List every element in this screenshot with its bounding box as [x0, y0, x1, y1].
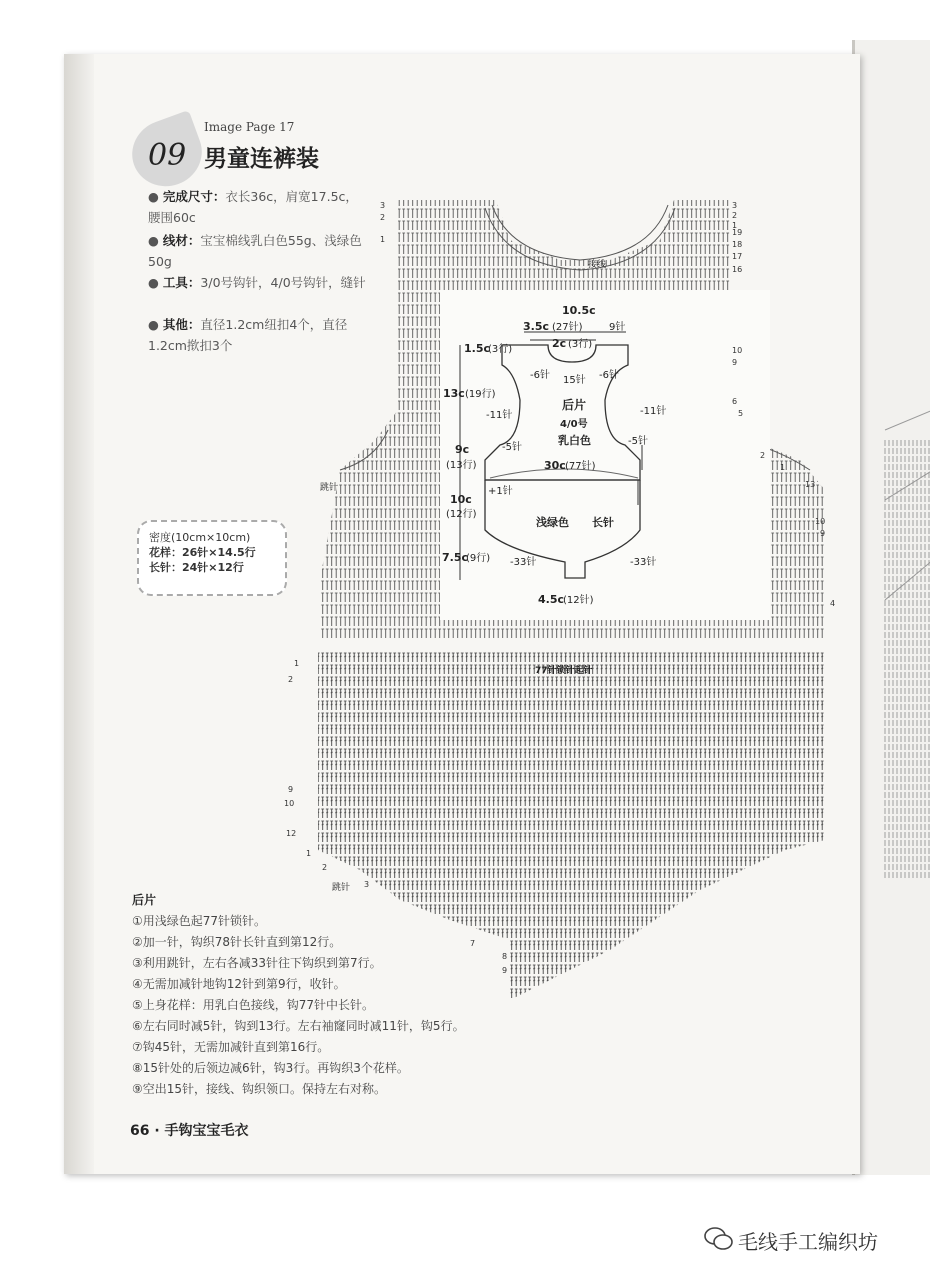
instructions — [132, 890, 465, 1100]
spec-label: 线材： — [162, 233, 201, 248]
neck-width: 2c — [552, 337, 567, 350]
neck-rows: (3行) — [568, 339, 593, 350]
svg-text:10: 10 — [732, 346, 743, 355]
svg-text:12: 12 — [286, 829, 297, 838]
neck-gap: 9针 — [609, 322, 626, 333]
pattern-number: 09 — [148, 138, 187, 173]
svg-text:10: 10 — [284, 799, 295, 808]
dec-33-right: -33针 — [630, 557, 657, 568]
leg-rows: (9行) — [466, 553, 491, 564]
instruction-step: ②加一针，钩织78针长针直到第12行。 — [132, 935, 342, 949]
dec-33-left: -33针 — [510, 557, 537, 568]
increase-1: +1针 — [488, 486, 513, 497]
svg-text:3: 3 — [364, 880, 370, 889]
page-title: 男童连裤装 — [204, 146, 319, 172]
instruction-step: ⑥左右同时减5针，钩到13行。左右袖窿同时减11针，钩5行。 — [132, 1019, 465, 1033]
spec-text: 宝宝棉线乳白色55g、浅绿色50g — [148, 233, 362, 269]
page-gutter — [64, 54, 94, 1174]
spec-size: ● 完成尺寸：衣长36c，肩宽17.5c，腰围60c — [148, 189, 358, 225]
svg-text:13: 13 — [805, 480, 816, 489]
svg-text:9: 9 — [288, 785, 294, 794]
shoulder-width: 3.5c — [523, 320, 550, 333]
svg-text:2: 2 — [322, 863, 328, 872]
chain-label: 77针锁针起针 — [535, 666, 593, 676]
shoulder-stitches: (27针) — [552, 322, 583, 333]
instruction-step: ⑦钩45针，无需加减针直到第16行。 — [132, 1040, 330, 1054]
neck-stitches: 15针 — [563, 375, 586, 386]
neck-height: 1.5c — [464, 342, 491, 355]
spec-label: 其他： — [162, 317, 201, 332]
hook-size: 4/0号 — [560, 419, 588, 430]
svg-text:2: 2 — [760, 451, 766, 460]
spec-text: 直径1.2cm纽扣4个，直径1.2cm揿扣3个 — [148, 317, 348, 353]
spec-yarn: ● 线材：宝宝棉线乳白色55g、浅绿色50g — [148, 233, 362, 269]
svg-text:16: 16 — [732, 265, 743, 274]
svg-text:3: 3 — [732, 201, 738, 210]
spec-other: ● 其他：直径1.2cm纽扣4个，直径1.2cm揿扣3个 — [148, 317, 348, 353]
image-page-label: Image Page 17 — [204, 120, 295, 134]
dec-11-right: -11针 — [640, 406, 667, 417]
svg-text:1: 1 — [780, 463, 786, 472]
piece-name: 后片 — [562, 398, 587, 412]
svg-text:18: 18 — [732, 240, 743, 249]
body-rows: (19行) — [465, 389, 496, 400]
waist-width: 30c — [544, 459, 566, 472]
stitch-type: 长针 — [592, 516, 614, 529]
svg-text:9: 9 — [502, 966, 508, 975]
dec-6-left: -6针 — [530, 370, 550, 381]
svg-text:17: 17 — [732, 252, 743, 261]
dec-6-right: -6针 — [599, 370, 619, 381]
spec-label: 完成尺寸： — [162, 189, 226, 204]
spec-label: 工具： — [162, 275, 201, 290]
crochet-chart — [280, 160, 850, 1000]
svg-text:6: 6 — [732, 397, 738, 406]
armhole-rows: (13行) — [446, 460, 477, 471]
spec-text: 3/0号钩针，4/0号钩针，缝针 — [200, 275, 366, 290]
crotch-stitches: (12针) — [563, 595, 594, 606]
spec-tools: ● 工具：3/0号钩针，4/0号钩针，缝针 — [148, 275, 366, 290]
join-label: 接线 — [588, 260, 607, 270]
left-row-numbers-top — [380, 201, 385, 244]
leg-height: 7.5c — [442, 551, 469, 564]
svg-text:19: 19 — [732, 228, 743, 237]
svg-text:2: 2 — [380, 213, 386, 222]
skip-label-bottom: 跳针 — [332, 883, 351, 893]
top-color: 乳白色 — [558, 434, 591, 447]
gauge-box — [137, 520, 287, 596]
instruction-step: ④无需加减针地钩12针到第9行，收针。 — [132, 977, 346, 991]
instruction-step: ⑨空出15针，接线、钩织领口。保持左右对称。 — [132, 1082, 387, 1096]
svg-text:5: 5 — [738, 409, 744, 418]
adjacent-page-chart-fragment — [855, 40, 930, 1175]
svg-text:10: 10 — [815, 517, 826, 526]
svg-text:2: 2 — [288, 675, 294, 684]
svg-text:8: 8 — [502, 952, 508, 961]
body-height: 13c — [443, 387, 465, 400]
lower-rows: (12行) — [446, 509, 477, 520]
spec-text: 衣长36c，肩宽17.5c，腰围60c — [148, 189, 358, 225]
dec-11-left: -11针 — [486, 410, 513, 421]
instructions-heading: 后片 — [132, 893, 157, 907]
lower-height: 10c — [450, 493, 472, 506]
instruction-step: ③利用跳针，左右各减33针往下钩织到第7行。 — [132, 956, 382, 970]
gauge-long-stitch: 长针：24针×12行 — [149, 561, 244, 574]
svg-text:1: 1 — [380, 235, 386, 244]
instruction-step: ①用浅绿色起77针锁针。 — [132, 914, 267, 928]
svg-text:9: 9 — [820, 529, 826, 538]
svg-text:3: 3 — [380, 201, 386, 210]
gauge-pattern: 花样：26针×14.5行 — [149, 546, 256, 559]
gauge-title: 密度(10cm×10cm) — [149, 531, 251, 544]
svg-text:7: 7 — [470, 939, 476, 948]
svg-text:4: 4 — [830, 599, 836, 608]
svg-text:1: 1 — [306, 849, 312, 858]
waist-stitches: (77针) — [565, 461, 596, 472]
watermark-text: 毛线手工编织坊 — [738, 1230, 878, 1254]
neck-height-rows: (3行) — [488, 344, 513, 355]
armhole-height: 9c — [455, 443, 470, 456]
dec-5-right: -5针 — [628, 436, 648, 447]
adjacent-page — [852, 40, 930, 1175]
bottom-color: 浅绿色 — [536, 516, 569, 529]
page-footer: 66 · 手钩宝宝毛衣 — [130, 1123, 249, 1139]
svg-text:9: 9 — [732, 358, 738, 367]
svg-text:2: 2 — [732, 211, 738, 220]
svg-text:1: 1 — [294, 659, 300, 668]
crotch-width: 4.5c — [538, 593, 565, 606]
instruction-step: ⑧15针处的后领边减6针，钩3行。再钩织3个花样。 — [132, 1061, 409, 1075]
dec-5-left: -5针 — [502, 442, 522, 453]
top-width: 10.5c — [562, 304, 596, 317]
svg-text:1: 1 — [732, 221, 738, 230]
wechat-icon — [704, 1226, 734, 1252]
skip-label-top: 跳针 — [320, 483, 339, 493]
instruction-step: ⑤上身花样：用乳白色接线，钩77针中长针。 — [132, 998, 375, 1012]
